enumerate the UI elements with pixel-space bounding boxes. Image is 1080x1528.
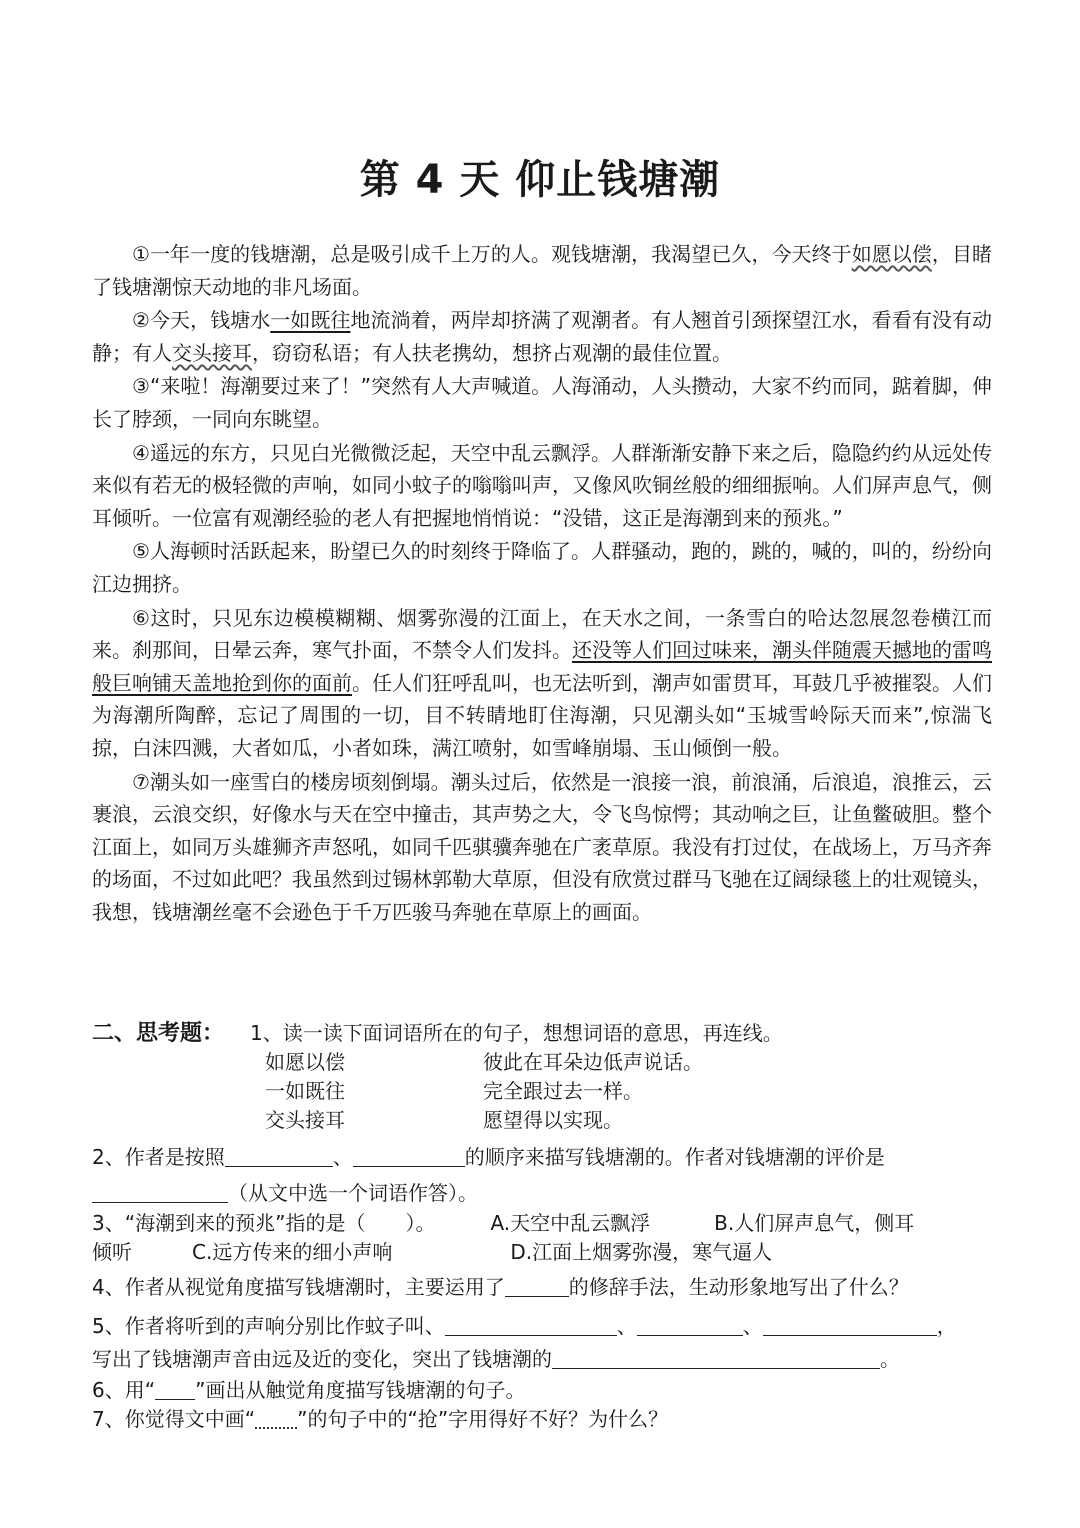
marked-word-jiaotoujieer: 交头接耳 xyxy=(172,340,252,365)
page-title: 第 4 天 仰止钱塘潮 xyxy=(359,157,721,203)
option-c: C.远方传来的细小声响 xyxy=(192,1240,393,1264)
word-row xyxy=(265,1077,703,1106)
question-text: 、 xyxy=(332,1145,353,1169)
option-b: B.人们屏声息气，侧耳 xyxy=(714,1211,915,1235)
question-text: （从文中选一个词语作答）。 xyxy=(228,1181,478,1205)
question-text: 5、作者将听到的声响分别比作蚊子叫、 xyxy=(92,1314,445,1338)
paragraph-3: ③“来啦！海潮要过来了！”突然有人大声喊道。人海涌动，人头攒动，大家不约而同，踮着脚，伸长了脖颈，一同向东眺望。 xyxy=(92,374,992,431)
article-body xyxy=(92,238,992,929)
paragraph-text: ⑥这时，只见东边模模糊糊、烟雾弥漫的江面上，在天水之间，一条雪白的哈达忽展忽卷横江而来。刹那间，日晕云奔，寒气扑面，不禁令人们发抖。 xyxy=(92,605,992,663)
meaning: 完全跟过去一样。 xyxy=(483,1079,643,1103)
paragraph-4: ④遥远的东方，只见白光微微泛起，天空中乱云飘浮。人群渐渐安静下来之后，隐隐约约从远处传来似有若无的极轻微的声响，如同小蚊子的嗡嗡叫声，又像风吹铜丝般的细细振响。人们屏声息气，侧耳倾听。一位富有观潮经验的老人有把握地悄悄说：“没错，这正是海潮到来的预兆。” xyxy=(92,440,992,530)
question-4 xyxy=(92,1273,909,1301)
option-b-cont: 倾听 xyxy=(92,1240,132,1264)
question-3 xyxy=(92,1209,914,1237)
question-7 xyxy=(92,1405,668,1433)
word: 如愿以偿 xyxy=(265,1050,345,1074)
question-text: 、 xyxy=(616,1314,637,1338)
questions-heading: 二、思考题： xyxy=(92,1021,225,1046)
meaning: 愿望得以实现。 xyxy=(483,1108,623,1132)
word: 交头接耳 xyxy=(265,1108,345,1132)
question-1 xyxy=(92,1019,783,1048)
answer-blank[interactable] xyxy=(353,1146,465,1167)
paragraph-1 xyxy=(92,238,992,303)
question-text: ”画出从触觉角度描写钱塘潮的句子。 xyxy=(195,1378,526,1402)
answer-blank[interactable] xyxy=(92,1182,228,1203)
question-text: 、 xyxy=(742,1314,763,1338)
answer-blank[interactable] xyxy=(225,1146,333,1167)
question-2 xyxy=(92,1143,885,1171)
marked-word-ruyuanyichang: 如愿以偿 xyxy=(851,242,932,266)
question-text: 的顺序来描写钱塘潮的。作者对钱塘潮的评价是 xyxy=(464,1145,885,1169)
underlined-sentence: 还没等人们回过味来，潮头伴随震天撼地的雷鸣般巨响铺天盖地抢到你的面前 xyxy=(92,638,992,695)
word-row xyxy=(265,1048,703,1077)
question-text: ）。 xyxy=(405,1211,436,1235)
paragraph-2 xyxy=(92,304,992,369)
question-6 xyxy=(92,1376,525,1404)
question-2-cont xyxy=(92,1179,478,1207)
paragraph-6 xyxy=(92,602,992,765)
paragraph-5: ⑤人海顿时活跃起来，盼望已久的时刻终于降临了。人群骚动，跑的，跳的，喊的，叫的，纷纷向江边拥挤。 xyxy=(92,539,992,596)
wavy-line-sample xyxy=(255,1411,297,1429)
paragraph-text: ，目睹了钱塘潮惊天动地的非凡场面。 xyxy=(92,242,993,299)
question-1-text: 1、读一读下面词语所在的句子，想想词语的意思，再连线。 xyxy=(250,1021,783,1045)
answer-blank[interactable] xyxy=(445,1315,617,1336)
answer-blank[interactable] xyxy=(763,1315,937,1336)
answer-blank[interactable] xyxy=(637,1315,743,1336)
paragraph-text: ，窃窃私语；有人扶老携幼，想挤占观潮的最佳位置。 xyxy=(252,340,732,365)
question-text: 2、作者是按照 xyxy=(92,1145,225,1169)
word-matching xyxy=(265,1048,703,1135)
question-text: 。 xyxy=(880,1347,900,1371)
question-text: ”的句子中的“抢”字用得好不好？为什么？ xyxy=(297,1407,669,1431)
answer-blank[interactable] xyxy=(505,1276,569,1297)
underline-sample xyxy=(155,1379,195,1400)
paragraph-text: ①一年一度的钱塘潮，总是吸引成千上万的人。观钱塘潮，我渴望已久，今天终于 xyxy=(132,242,852,266)
question-text: 7、你觉得文中画“ xyxy=(92,1407,256,1431)
marked-word-yirujiwang: 一如既往 xyxy=(270,308,351,333)
question-3-cont xyxy=(92,1238,772,1266)
question-text: 的修辞手法，生动形象地写出了什么？ xyxy=(568,1275,909,1299)
question-text: ， xyxy=(936,1314,957,1338)
paragraph-text: 地流淌着，两岸却挤满了观潮者。有人翘首引颈探望江水，看看有没有动静；有人 xyxy=(92,308,993,365)
answer-blank[interactable] xyxy=(552,1348,880,1369)
question-text: 写出了钱塘潮声音由远及近的变化，突出了钱塘潮的 xyxy=(92,1347,552,1371)
option-a: A.天空中乱云飘浮 xyxy=(490,1211,651,1235)
meaning: 彼此在耳朵边低声说话。 xyxy=(483,1050,703,1074)
question-text: 6、用“ xyxy=(92,1378,156,1402)
question-text: 3、“海潮到来的预兆”指的是（ xyxy=(92,1211,366,1235)
option-d: D.江面上烟雾弥漫，寒气逼人 xyxy=(510,1240,773,1264)
paragraph-text: 。任人们狂呼乱叫，也无法听到，潮声如雷贯耳，耳鼓几乎被摧裂。人们为海潮所陶醉，忘记了周围的一切，目不转睛地盯住海潮，只见潮头如“玉城雪岭际天而来”,惊湍飞掠，白沫四溅，大者如瓜，小者如珠，满江喷射，如雪峰崩塌、玉山倾倒一般。 xyxy=(92,670,992,760)
paragraph-text: ②今天，钱塘水 xyxy=(132,308,271,333)
question-text: 4、作者从视觉角度描写钱塘潮时，主要运用了 xyxy=(92,1275,505,1299)
word-row xyxy=(265,1106,703,1135)
question-5-cont xyxy=(92,1345,900,1373)
question-5 xyxy=(92,1312,957,1340)
word: 一如既往 xyxy=(265,1079,345,1103)
paragraph-7: ⑦潮头如一座雪白的楼房顷刻倒塌。潮头过后，依然是一浪接一浪，前浪涌，后浪追，浪推云，云裹浪，云浪交织，好像水与天在空中撞击，其声势之大，令飞鸟惊愕；其动响之巨，让鱼鳖破胆。整个江面上，如同万头雄狮齐声怒吼，如同千匹骐骥奔驰在广袤草原。我没有打过仗，在战场上，万马齐奔的场面，不过如此吧？我虽然到过锡林郭勒大草原，但没有欣赏过群马飞驰在辽阔绿毯上的壮观镜头，我想，钱塘潮丝毫不会逊色于千万匹骏马奔驰在草原上的画面。 xyxy=(92,769,992,924)
